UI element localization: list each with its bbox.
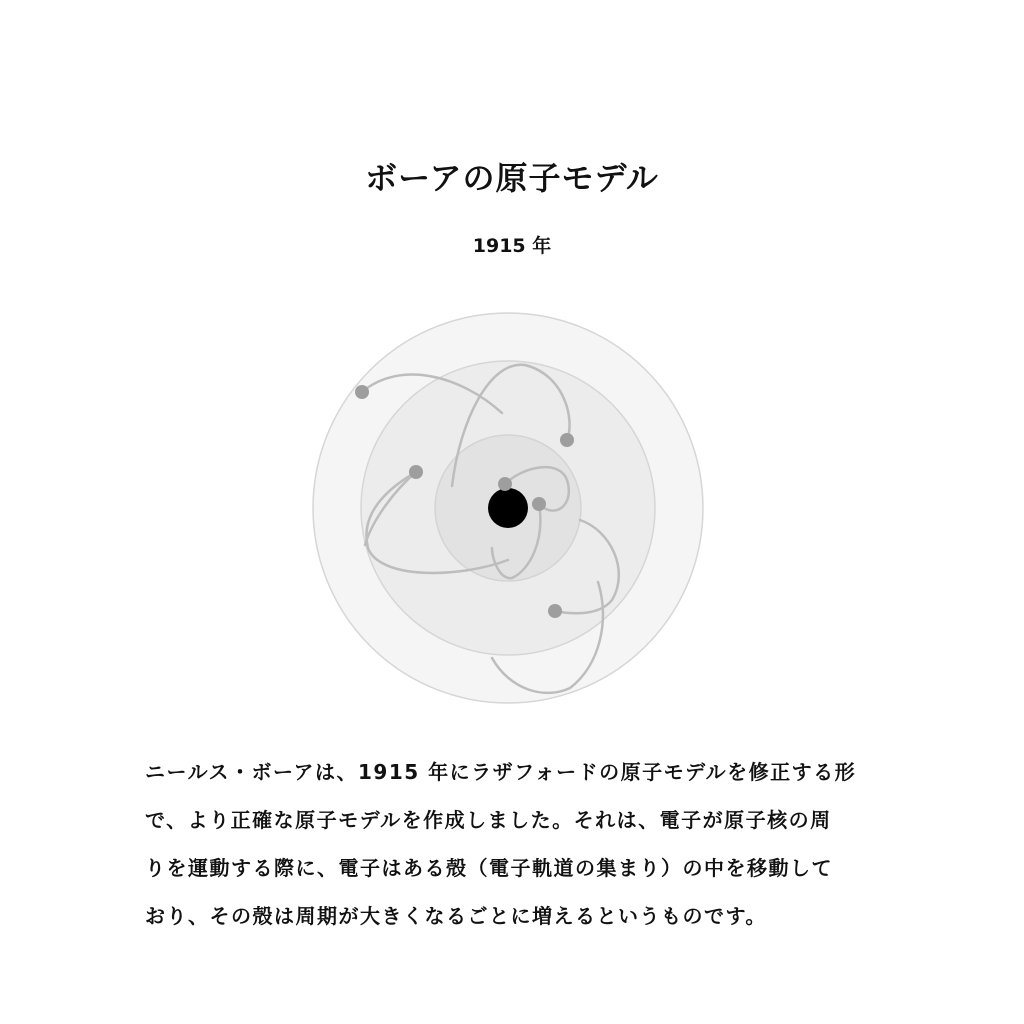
electron: [560, 433, 574, 447]
description-paragraph: [145, 748, 885, 940]
electron: [548, 604, 562, 618]
description-line: おり、その殻は周期が大きくなるごとに増えるというものです。: [145, 904, 767, 928]
year-label: 1915 年: [472, 235, 552, 257]
electron: [532, 497, 546, 511]
description-line: ニールス・ボーアは、1915 年にラザフォードの原子モデルを修正する形: [145, 760, 857, 784]
description-line: りを運動する際に、電子はある殻（電子軌道の集まり）の中を移動して: [145, 856, 833, 880]
electron: [409, 465, 423, 479]
electron: [498, 477, 512, 491]
nucleus: [488, 488, 528, 528]
electron: [355, 385, 369, 399]
page-title: ボーアの原子モデル: [365, 159, 659, 197]
description-line: で、より正確な原子モデルを作成しました。それは、電子が原子核の周: [145, 808, 832, 832]
